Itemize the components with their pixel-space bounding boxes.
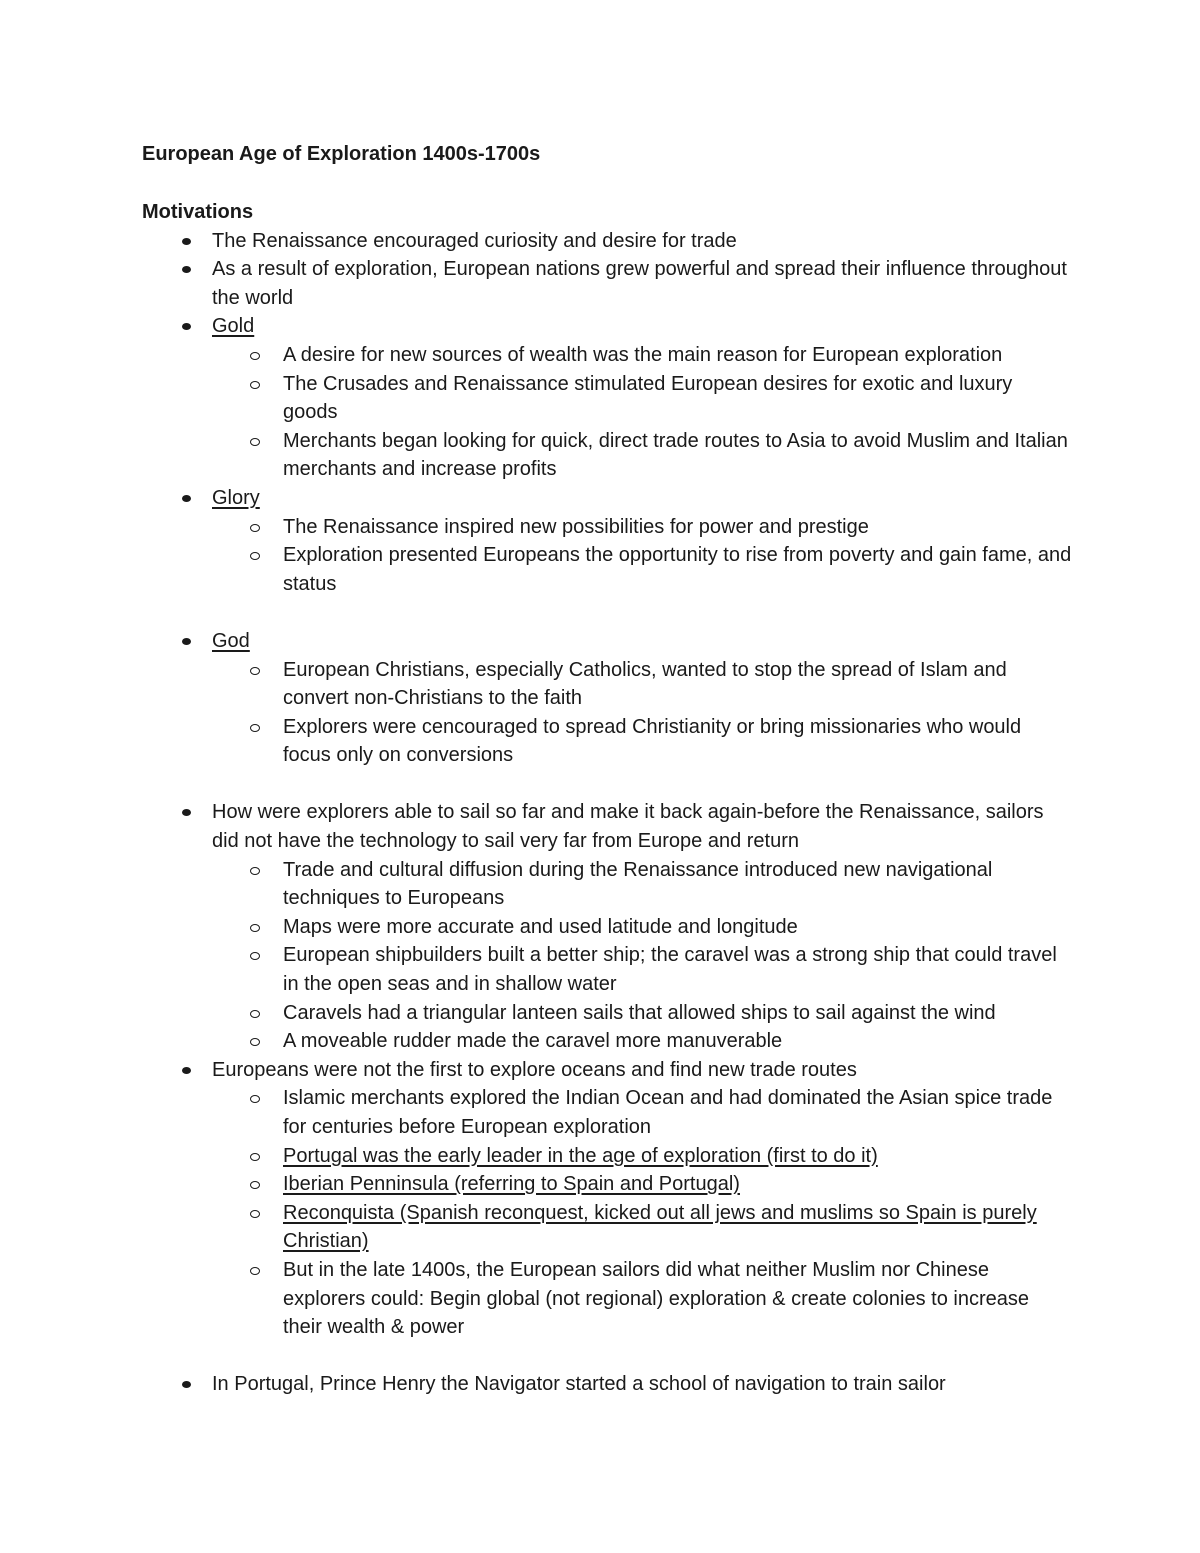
sub-list-item-text: Explorers were cencouraged to spread Christianity or bring missionaries who would focus only on conversions [283, 715, 1022, 767]
sub-list-item-text: Trade and cultural diffusion during the Renaissance introduced new navigational techniques to Europeans [283, 858, 993, 910]
sub-list-item [142, 541, 1072, 598]
bullet-disc-icon [182, 1067, 191, 1074]
bullet-list [142, 227, 1072, 1399]
bullet-circle-icon [250, 724, 260, 732]
list-item-text: Gold [212, 315, 255, 338]
list-item-text: The Renaissance encouraged curiosity and desire for trade [212, 229, 737, 252]
sub-list-item [142, 1084, 1072, 1141]
bullet-circle-icon [250, 381, 260, 389]
sub-list-item-text: Caravels had a triangular lanteen sails that allowed ships to sail against the wind [283, 1001, 996, 1024]
bullet-circle-icon [250, 1095, 260, 1103]
bullet-disc-icon [182, 323, 191, 330]
sub-list-item-text: A moveable rudder made the caravel more manuverable [283, 1030, 783, 1053]
sub-list-item-text: Exploration presented Europeans the opportunity to rise from poverty and gain fame, and status [283, 544, 1072, 595]
sub-list-item [142, 370, 1072, 427]
bullet-circle-icon [250, 667, 260, 675]
bullet-disc-icon [182, 638, 191, 645]
bullet-disc-icon [182, 809, 191, 816]
bullet-disc-icon [182, 495, 191, 502]
sub-list-item-text: European shipbuilders built a better ship; the caravel was a strong ship that could travel in the open seas and in shallow water [283, 944, 1057, 996]
list-item-text: Glory [212, 486, 260, 509]
bullet-circle-icon [250, 952, 260, 960]
list-item-text: As a result of exploration, European nations grew powerful and spread their influence throughout the world [212, 258, 1067, 309]
sub-list-item-text: Maps were more accurate and used latitude and longitude [283, 915, 798, 938]
bullet-circle-icon [250, 1038, 260, 1046]
blank-line [142, 1342, 1072, 1371]
sub-list-item [142, 713, 1072, 770]
blank-line [142, 770, 1072, 799]
bullet-circle-icon [250, 352, 260, 360]
bullet-disc-icon [182, 238, 191, 245]
bullet-circle-icon [250, 924, 260, 932]
bullet-circle-icon [250, 1181, 260, 1189]
list-item-text: How were explorers able to sail so far and make it back again-before the Renaissance, sailors did not have the technology to sail very far from Europe and return [212, 801, 1044, 853]
list-item-glory [142, 484, 1072, 598]
sub-list-item-text: The Renaissance inspired new possibilities for power and prestige [283, 515, 869, 538]
sub-list-item-text: The Crusades and Renaissance stimulated European desires for exotic and luxury goods [283, 372, 1013, 424]
bullet-circle-icon [250, 1267, 260, 1275]
list-item-text: God [212, 629, 250, 652]
sub-list-item [142, 513, 1072, 542]
sub-list-item [142, 341, 1072, 370]
sub-list-item [142, 427, 1072, 484]
list-item-gold [142, 312, 1072, 484]
list-item [142, 227, 1072, 256]
sub-list-item-text: Merchants began looking for quick, direct trade routes to Asia to avoid Muslim and Italian merchants and increase profits [283, 429, 1068, 481]
sub-list-item-text: A desire for new sources of wealth was the main reason for European exploration [283, 343, 1003, 366]
sub-list-item [142, 1170, 1072, 1199]
sub-list-item [142, 856, 1072, 913]
sub-list-item [142, 999, 1072, 1028]
bullet-circle-icon [250, 524, 260, 532]
sub-list-item [142, 913, 1072, 942]
bullet-circle-icon [250, 1010, 260, 1018]
list-item [142, 1370, 1072, 1399]
sub-list-item [142, 1199, 1072, 1256]
list-item [142, 798, 1072, 1055]
list-item-text: In Portugal, Prince Henry the Navigator started a school of navigation to train sailor [212, 1373, 946, 1396]
list-item [142, 1056, 1072, 1342]
bullet-circle-icon [250, 552, 260, 560]
bullet-circle-icon [250, 1153, 260, 1161]
sub-list-item [142, 941, 1072, 998]
sub-list-item [142, 656, 1072, 713]
bullet-circle-icon [250, 867, 260, 875]
list-item-god [142, 627, 1072, 770]
sub-list-item-text: Reconquista (Spanish reconquest, kicked out all jews and muslims so Spain is purely Christian) [283, 1201, 1037, 1253]
list-item [142, 255, 1072, 312]
document-title: European Age of Exploration 1400s-1700s [142, 143, 541, 165]
list-item-text: Europeans were not the first to explore oceans and find new trade routes [212, 1058, 857, 1081]
section-heading-motivations: Motivations [142, 201, 254, 223]
sub-list-item-text: Islamic merchants explored the Indian Ocean and had dominated the Asian spice trade for centuries before European exploration [283, 1087, 1053, 1138]
sub-list-item [142, 1256, 1072, 1342]
bullet-circle-icon [250, 438, 260, 446]
sub-list-item [142, 1142, 1072, 1171]
sub-list-item-text: European Christians, especially Catholics, wanted to stop the spread of Islam and convert non-Christians to the faith [283, 658, 1007, 710]
bullet-circle-icon [250, 1210, 260, 1218]
sub-list-item [142, 1027, 1072, 1056]
blank-line [142, 598, 1072, 627]
sub-list-item-text: Portugal was the early leader in the age of exploration (first to do it) [283, 1144, 878, 1167]
document-body [142, 140, 1072, 1399]
sub-list-item-text: Iberian Penninsula (referring to Spain and Portugal) [283, 1173, 740, 1196]
bullet-disc-icon [182, 266, 191, 273]
sub-list-item-text: But in the late 1400s, the European sailors did what neither Muslim nor Chinese explorers could: Begin global (not regional) exploration & create colonies to increase their wealth & power [283, 1258, 1029, 1339]
bullet-disc-icon [182, 1381, 191, 1388]
